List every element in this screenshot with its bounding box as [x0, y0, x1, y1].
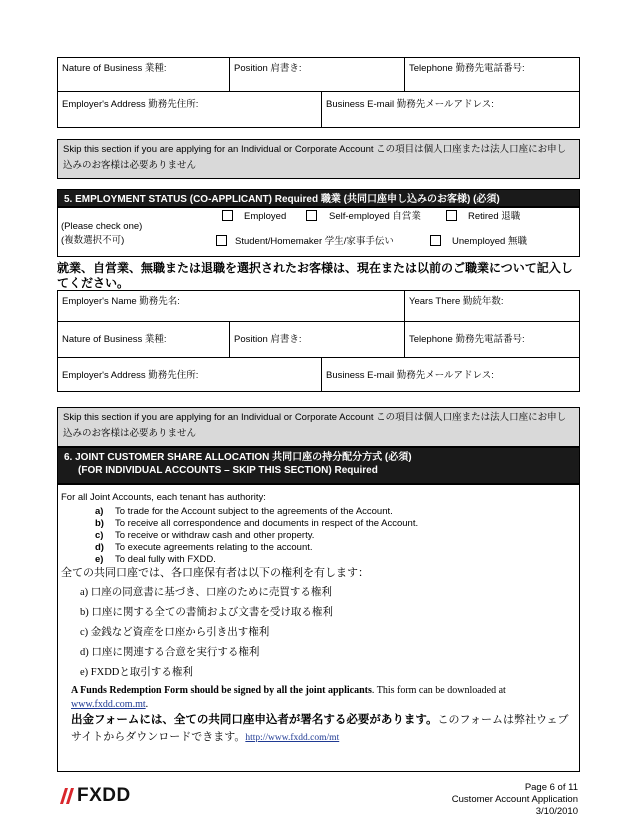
position-label: Position 肩書き: — [234, 63, 302, 74]
section6-title: 6. JOINT CUSTOMER SHARE ALLOCATION 共同口座の持分配分方式 (必須) — [64, 452, 412, 463]
position-label: Position 肩書き: — [234, 334, 302, 345]
fxdd-link[interactable]: www.fxdd.com.mt — [71, 699, 146, 710]
student-homemaker-label: Student/Homemaker 学生/家事手伝い — [235, 236, 394, 247]
self-employed-label: Self-employed 自営業 — [329, 211, 421, 222]
joint-intro-jp: 全ての共同口座では、各口座保有者は以下の権利を有します： — [61, 567, 369, 579]
employer-name-label: Employer's Name 勤務先名: — [62, 296, 180, 307]
redemption-note-jp: 出金フォームには、全ての共同口座申込者が署名する必要があります。このフォームは弊社ウェブ サイトからダウンロードできます。http://www.fxdd.com/mt — [71, 714, 569, 743]
fxdd-jp-link[interactable]: http://www.fxdd.com/mt — [245, 733, 340, 743]
section6-header — [57, 447, 580, 484]
student-homemaker-checkbox[interactable] — [216, 235, 227, 246]
right-item-jp: a) 口座の同意書に基づき、口座のために売買する権利 — [80, 587, 332, 598]
page-number: Page 6 of 11 — [524, 782, 578, 793]
employed-label: Employed — [244, 211, 287, 222]
fxdd-logo-slashes-icon — [60, 788, 74, 804]
right-item: c) To receive or withdraw cash and other property. — [95, 530, 315, 541]
rights-list-en — [95, 506, 418, 566]
self-employed-checkbox[interactable] — [306, 210, 317, 221]
employer-address-label: Employer's Address 勤務先住所: — [62, 99, 199, 110]
fxdd-logo-text: FXDD — [77, 785, 131, 806]
years-there-label: Years There 勤続年数: — [409, 296, 504, 307]
skip-note: Skip this section if you are applying for an Individual or Corporate Account この項目は個人口座または法人口座にお申し込みのお客様は必要ありません — [57, 407, 580, 447]
business-email-label: Business E-mail 勤務先メールアドレス: — [326, 99, 494, 110]
joint-intro: For all Joint Accounts, each tenant has authority: — [61, 492, 266, 503]
employed-checkbox[interactable] — [222, 210, 233, 221]
document-title: Customer Account Application — [451, 794, 578, 805]
skip-note: Skip this section if you are applying for an Individual or Corporate Account この項目は個人口座または法人口座にお申し込みのお客様は必要ありません — [57, 139, 580, 179]
employment-instruction: 就業、自営業、無職または退職を選択されたお客様は、現在または以前のご職業について記入してください。 — [57, 261, 573, 290]
right-item-jp: b) 口座に関する全ての書簡および文書を受け取る権利 — [80, 607, 333, 618]
footer-info — [452, 782, 578, 818]
right-item-jp: d) 口座に関連する合意を実行する権利 — [80, 647, 260, 658]
retired-checkbox[interactable] — [446, 210, 457, 221]
business-email-label: Business E-mail 勤務先メールアドレス: — [326, 370, 494, 381]
nature-of-business-label: Nature of Business 業種: — [62, 334, 167, 345]
nature-of-business-label: Nature of Business 業種: — [62, 63, 167, 74]
right-item: d) To execute agreements relating to the account. — [95, 542, 313, 553]
section5-title: 5. EMPLOYMENT STATUS (CO-APPLICANT) Required 職業 (共同口座申し込みのお客様) (必須) — [57, 189, 580, 207]
multiple-not-allowed: (複数選択不可) — [61, 235, 125, 246]
right-item-jp: c) 金銭など資産を口座から引き出す権利 — [80, 627, 270, 638]
rights-list-jp — [80, 583, 333, 683]
redemption-note: A Funds Redemption Form should be signed by all the joint applicants. This form can be downloaded at www.fxdd.com.mt. — [71, 685, 506, 710]
employer-address-label: Employer's Address 勤務先住所: — [62, 370, 199, 381]
unemployed-checkbox[interactable] — [430, 235, 441, 246]
right-item: b) To receive all correspondence and documents in respect of the Account. — [95, 518, 419, 529]
telephone-label: Telephone 勤務先電話番号: — [409, 334, 525, 345]
please-check-one: (Please check one) — [61, 221, 143, 232]
retired-label: Retired 退職 — [468, 211, 521, 222]
right-item: a) To trade for the Account subject to the agreements of the Account. — [95, 506, 393, 517]
right-item: e) To deal fully with FXDD. — [95, 554, 216, 565]
document-date: 3/10/2010 — [535, 806, 578, 817]
unemployed-label: Unemployed 無職 — [452, 236, 527, 247]
right-item-jp: e) FXDDと取引する権利 — [80, 667, 193, 678]
section6-subtitle: (FOR INDIVIDUAL ACCOUNTS – SKIP THIS SECTION) Required — [78, 465, 378, 476]
telephone-label: Telephone 勤務先電話番号: — [409, 63, 525, 74]
